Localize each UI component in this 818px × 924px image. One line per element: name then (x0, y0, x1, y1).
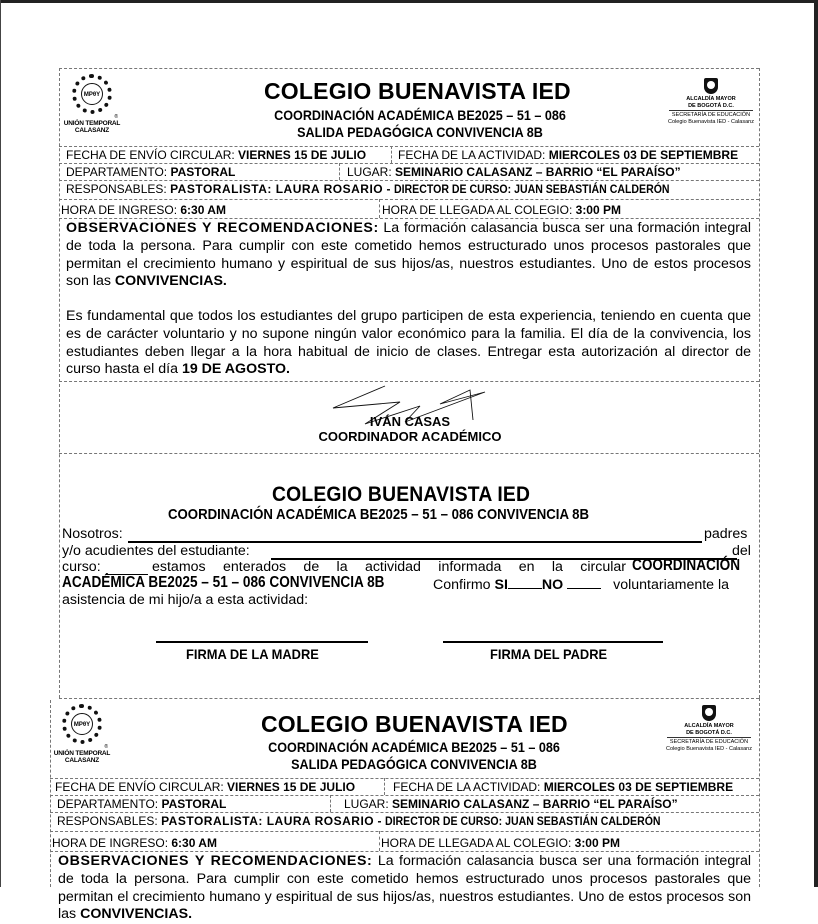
si-checkbox-field[interactable] (508, 576, 542, 589)
department-field: DEPARTAMENTO: PASTORAL (66, 165, 236, 179)
union-temporal-logo: MPθY ® UNIÓN TEMPORAL CALASANZ (50, 704, 114, 764)
union-temporal-seal-icon: MPθY (72, 74, 112, 114)
union-temporal-seal-icon: MPθY (62, 704, 102, 744)
department-field: DEPARTAMENTO: PASTORAL (57, 797, 227, 811)
place-field: LUGAR: SEMINARIO CALASANZ – BARRIO “EL PARAÍSO” (347, 165, 681, 179)
mother-signature-field[interactable] (156, 641, 368, 643)
father-signature-field[interactable] (443, 641, 663, 643)
outing-subtitle: SALIDA PEDAGÓGICA CONVIVENCIA 8B (297, 124, 543, 140)
parents-name-line: Nosotros: (62, 526, 123, 542)
coordination-subtitle: COORDINACIÓN ACADÉMICA BE2025 – 51 – 086 (274, 107, 566, 123)
coordinator-signature: IVÁN CASAS COORDINADOR ACADÉMICO (318, 414, 502, 444)
bogota-shield-icon (702, 705, 716, 721)
table-border (59, 68, 759, 69)
window-left-border (0, 0, 1, 887)
bogota-shield-icon (704, 78, 718, 94)
reply-coordination: COORDINACIÓN ACADÉMICA BE2025 – 51 – 086 CONVIVENCIA 8B (168, 506, 590, 523)
send-date-field: FECHA DE ENVÍO CIRCULAR: VIERNES 15 DE JULIO (55, 780, 356, 794)
no-checkbox-field[interactable] (567, 576, 601, 589)
outing-subtitle: SALIDA PEDAGÓGICA CONVIVENCIA 8B (291, 756, 537, 772)
union-temporal-logo: MPθY ® UNIÓN TEMPORAL CALASANZ (60, 74, 124, 134)
place-field: LUGAR: SEMINARIO CALASANZ – BARRIO “EL PARAÍSO” (344, 797, 678, 811)
observations-paragraph-2: Es fundamental que todos los estudiantes del grupo participen de esta experiencia, teniendo en cuenta que es de carácter voluntario y no supone ningún valor económico para la familia. El día de la convivencia, los estudiantes deben llegar a la hora habitual de inicio de clases. Entregar esta autorización al director de curso hasta el día 19 DE AGOSTO. (66, 308, 751, 378)
observations-paragraph-1: OBSERVACIONES Y RECOMENDACIONES: La formación calasancia busca ser una formación integral de toda la persona. Para cumplir con este cometido hemos estructurado unos procesos pastorales que permitan el crecimiento humano y espiritual de sus hijos/as, nuestros estudiantes. Uno de estos procesos son las CONVIVENCIAS. (66, 220, 751, 290)
return-time-field: HORA DE LLEGADA AL COLEGIO: 3:00 PM (382, 203, 621, 217)
observations-paragraph-1: OBSERVACIONES Y RECOMENDACIONES: La formación calasancia busca ser una formación integral de toda la persona. Para cumplir con este cometido hemos estructurado unos procesos pastorales que permitan el crecimiento humano y espiritual de sus hijos/as, nuestros estudiantes. Uno de estos procesos son las CONVIVENCIAS. (58, 853, 751, 923)
arrival-time-field: HORA DE INGRESO: 6:30 AM (61, 203, 226, 217)
responsibles-field: RESPONSABLES: PASTORALISTA: LAURA ROSARIO - DIRECTOR DE CURSO: JUAN SEBASTIÁN CALDERÓN (57, 814, 661, 828)
table-border (759, 68, 760, 698)
arrival-time-field: HORA DE INGRESO: 6:30 AM (52, 836, 217, 850)
activity-date-field: FECHA DE LA ACTIVIDAD: MIERCOLES 03 DE SEPTIEMBRE (398, 148, 739, 162)
confirm-attendance: Confirmo SI NO voluntariamente la (433, 577, 730, 593)
activity-date-field: FECHA DE LA ACTIVIDAD: MIERCOLES 03 DE SEPTIEMBRE (393, 780, 734, 794)
bogota-logo: ALCALDÍA MAYOR DE BOGOTÁ D.C. SECRETARÍA DE EDUCACIÓN Colegio Buenavista IED - Calasanz (656, 78, 766, 125)
coordination-subtitle: COORDINACIÓN ACADÉMICA BE2025 – 51 – 086 (268, 739, 560, 755)
school-title: COLEGIO BUENAVISTA IED (261, 711, 568, 737)
student-name-line: y/o acudientes del estudiante: (62, 543, 250, 559)
responsibles-field: RESPONSABLES: PASTORALISTA: LAURA ROSARIO - DIRECTOR DE CURSO: JUAN SEBASTIÁN CALDERÓN (66, 182, 670, 196)
bogota-logo: ALCALDÍA MAYOR DE BOGOTÁ D.C. SECRETARÍA DE EDUCACIÓN Colegio Buenavista IED - Calasanz (654, 705, 764, 752)
school-title: COLEGIO BUENAVISTA IED (264, 78, 571, 104)
send-date-field: FECHA DE ENVÍO CIRCULAR: VIERNES 15 DE JULIO (66, 148, 367, 162)
return-time-field: HORA DE LLEGADA AL COLEGIO: 3:00 PM (381, 836, 620, 850)
window-right-border (814, 0, 818, 887)
reply-school-title: COLEGIO BUENAVISTA IED (272, 483, 531, 506)
window-top-border (0, 0, 818, 3)
